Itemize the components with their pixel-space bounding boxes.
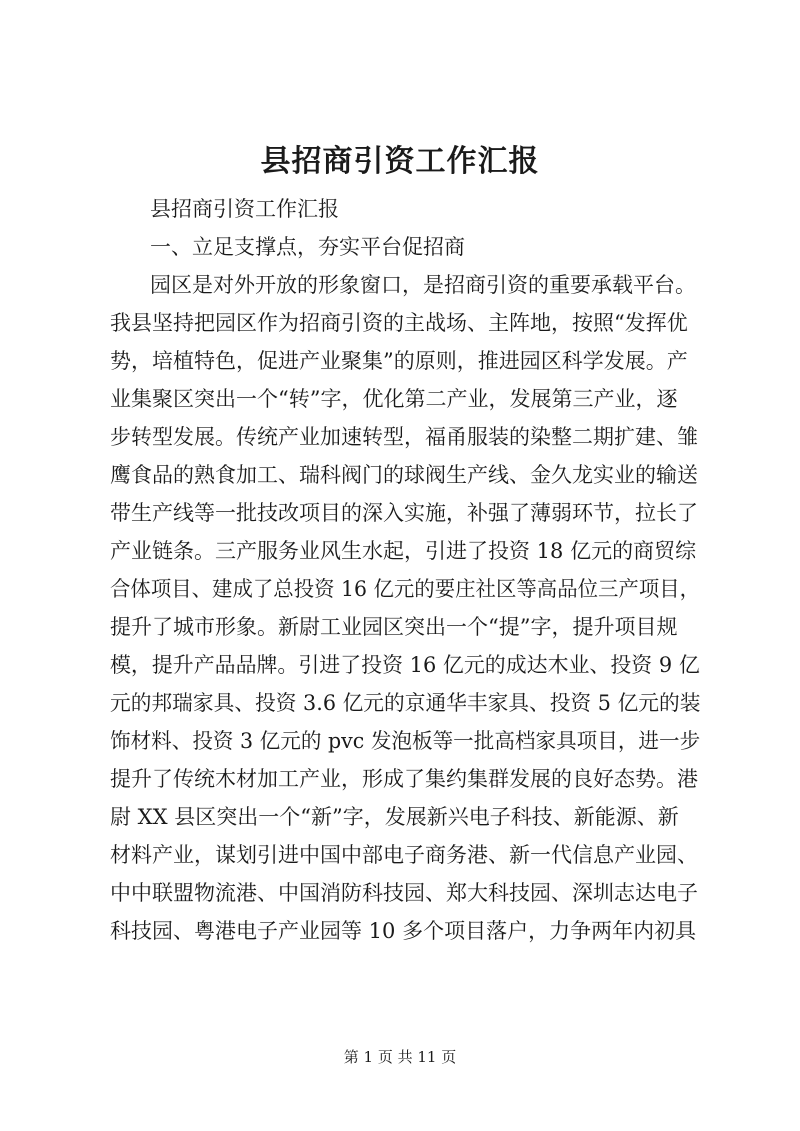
subtitle-line: 县招商引资工作汇报 [150, 197, 339, 221]
body-line: 尉 XX 县区突出一个“新”字，发展新兴电子科技、新能源、新 [110, 805, 679, 829]
body-line: 模，提升产品品牌。引进了投资 16 亿元的成达木业、投资 9 亿 [110, 653, 700, 677]
body-line: 元的邦瑞家具、投资 3.6 亿元的京通华丰家具、投资 5 亿元的装 [110, 691, 701, 715]
body-line: 科技园、粤港电子产业园等 10 多个项目落户，力争两年内初具 [110, 919, 697, 943]
body-line: 提升了传统木材加工产业，形成了集约集群发展的良好态势。港 [110, 767, 698, 791]
body-line: 提升了城市形象。新尉工业园区突出一个“提”字，提升项目规 [110, 615, 678, 639]
body-line: 产业链条。三产服务业风生水起，引进了投资 18 亿元的商贸综 [110, 539, 697, 563]
body-line: 材料产业，谋划引进中国中部电子商务港、新一代信息产业园、 [110, 843, 698, 867]
document-title: 县招商引资工作汇报 [260, 144, 540, 179]
body-line: 鹰食品的熟食加工、瑞科阀门的球阀生产线、金久龙实业的输送 [110, 463, 698, 487]
body-line: 步转型发展。传统产业加速转型，福甬服装的染整二期扩建、雏 [110, 425, 698, 449]
body-line: 饰材料、投资 3 亿元的 pvc 发泡板等一批高档家具项目，进一步 [110, 729, 701, 753]
body-line: 我县坚持把园区作为招商引资的主战场、主阵地，按照“发挥优 [110, 311, 688, 335]
body-line: 势，培植特色，促进产业聚集”的原则，推进园区科学发展。产 [110, 349, 688, 373]
body-line: 园区是对外开放的形象窗口，是招商引资的重要承载平台。 [150, 273, 696, 297]
body-line: 业集聚区突出一个“转”字，优化第二产业，发展第三产业，逐 [110, 387, 678, 411]
body-line: 带生产线等一批技改项目的深入实施，补强了薄弱环节，拉长了 [110, 501, 698, 525]
section-heading: 一、立足支撑点，夯实平台促招商 [150, 235, 465, 259]
body-line: 中中联盟物流港、中国消防科技园、郑大科技园、深圳志达电子 [110, 881, 698, 905]
page-number-footer: 第 1 页 共 11 页 [343, 1048, 457, 1066]
body-line: 合体项目、建成了总投资 16 亿元的要庄社区等高品位三产项目， [110, 577, 701, 601]
